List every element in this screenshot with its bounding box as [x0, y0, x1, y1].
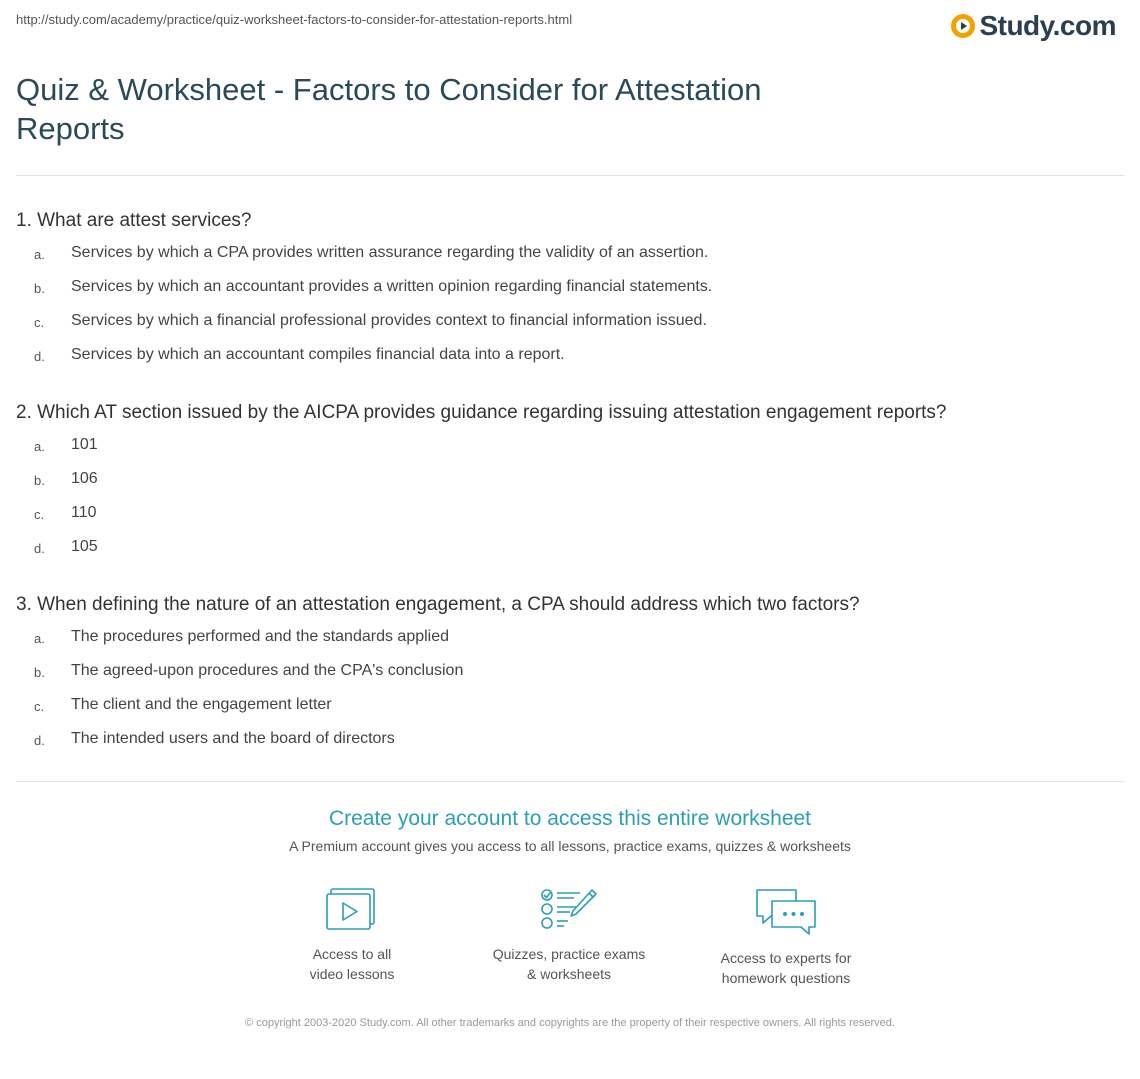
cta-heading-link[interactable]: Create your account to access this entire worksheet — [328, 807, 812, 830]
page-url: http://study.com/academy/practice/quiz-worksheet-factors-to-consider-for-attestation-reports.html — [16, 12, 573, 27]
feature-label-line: Access to all — [312, 946, 392, 962]
answer-option — [16, 345, 1124, 379]
brand-name: Study.com — [979, 10, 1116, 41]
answer-letter: d. — [34, 349, 45, 364]
answer-letter: d. — [34, 733, 45, 748]
answer-letter: c. — [34, 507, 45, 522]
answer-text: Services by which a financial professional provides context to financial information issued. — [71, 312, 707, 329]
answer-option — [16, 661, 1124, 695]
divider — [16, 781, 1124, 782]
answer-letter: b. — [34, 281, 45, 296]
answer-text: Services by which an accountant compiles financial data into a report. — [71, 346, 565, 363]
answer-option — [16, 503, 1124, 537]
answer-option — [16, 277, 1124, 311]
question-2 — [16, 401, 1124, 571]
quiz-checklist-icon — [540, 888, 598, 932]
answer-text: The client and the engagement letter — [71, 696, 332, 713]
feature-label-line: & worksheets — [526, 966, 612, 982]
feature-experts — [686, 888, 886, 988]
answer-letter: c. — [34, 699, 45, 714]
question-3 — [16, 593, 1124, 763]
answer-letter: a. — [34, 439, 45, 454]
question-text: 3. When defining the nature of an attestation engagement, a CPA should address which two factors? — [16, 594, 860, 615]
feature-label-line: Quizzes, practice exams — [492, 946, 646, 962]
feature-label-line: video lessons — [309, 966, 395, 982]
answer-text: 101 — [71, 436, 98, 453]
top-bar — [16, 12, 1116, 42]
answer-text: The procedures performed and the standards applied — [71, 628, 450, 645]
feature-label-line: Access to experts for — [720, 950, 852, 966]
answer-option — [16, 243, 1124, 277]
chat-bubbles-icon — [754, 888, 818, 936]
feature-quizzes — [469, 888, 669, 984]
answer-text: 105 — [71, 538, 98, 555]
answer-text: Services by which a CPA provides written assurance regarding the validity of an assertion. — [71, 244, 709, 261]
answer-letter: b. — [34, 665, 45, 680]
cta-subheading: A Premium account gives you access to all lessons, practice exams, quizzes & worksheets — [289, 838, 851, 854]
question-text: 2. Which AT section issued by the AICPA provides guidance regarding issuing attestation engagement reports? — [16, 402, 947, 423]
signup-cta — [0, 806, 1140, 854]
answer-letter: a. — [34, 631, 45, 646]
page-title: Quiz & Worksheet - Factors to Consider for Attestation Reports — [16, 72, 762, 146]
answer-text: The intended users and the board of directors — [71, 730, 395, 747]
question-1 — [16, 209, 1124, 379]
answer-letter: a. — [34, 247, 45, 262]
answer-letter: b. — [34, 473, 45, 488]
answer-letter: c. — [34, 315, 45, 330]
answer-option — [16, 537, 1124, 571]
divider — [16, 175, 1124, 176]
answer-option — [16, 627, 1124, 661]
answer-option — [16, 311, 1124, 345]
answer-letter: d. — [34, 541, 45, 556]
answer-text: The agreed-upon procedures and the CPA's conclusion — [71, 662, 464, 679]
answer-option — [16, 729, 1124, 763]
answer-option — [16, 695, 1124, 729]
answer-text: Services by which an accountant provides a written opinion regarding financial statements. — [71, 278, 713, 295]
answer-text: 110 — [71, 504, 97, 521]
feature-label-line: homework questions — [721, 970, 851, 986]
play-circle-icon — [951, 14, 975, 38]
answer-option — [16, 469, 1124, 503]
answer-option — [16, 435, 1124, 469]
question-text: 1. What are attest services? — [16, 210, 252, 231]
brand-logo[interactable] — [951, 10, 1116, 42]
feature-video-lessons — [252, 888, 452, 984]
answer-text: 106 — [71, 470, 98, 487]
video-lessons-icon — [326, 888, 378, 932]
footer-copyright: © copyright 2003-2020 Study.com. All other trademarks and copyrights are the property of their respective owners. All rights reserved. — [245, 1017, 895, 1029]
